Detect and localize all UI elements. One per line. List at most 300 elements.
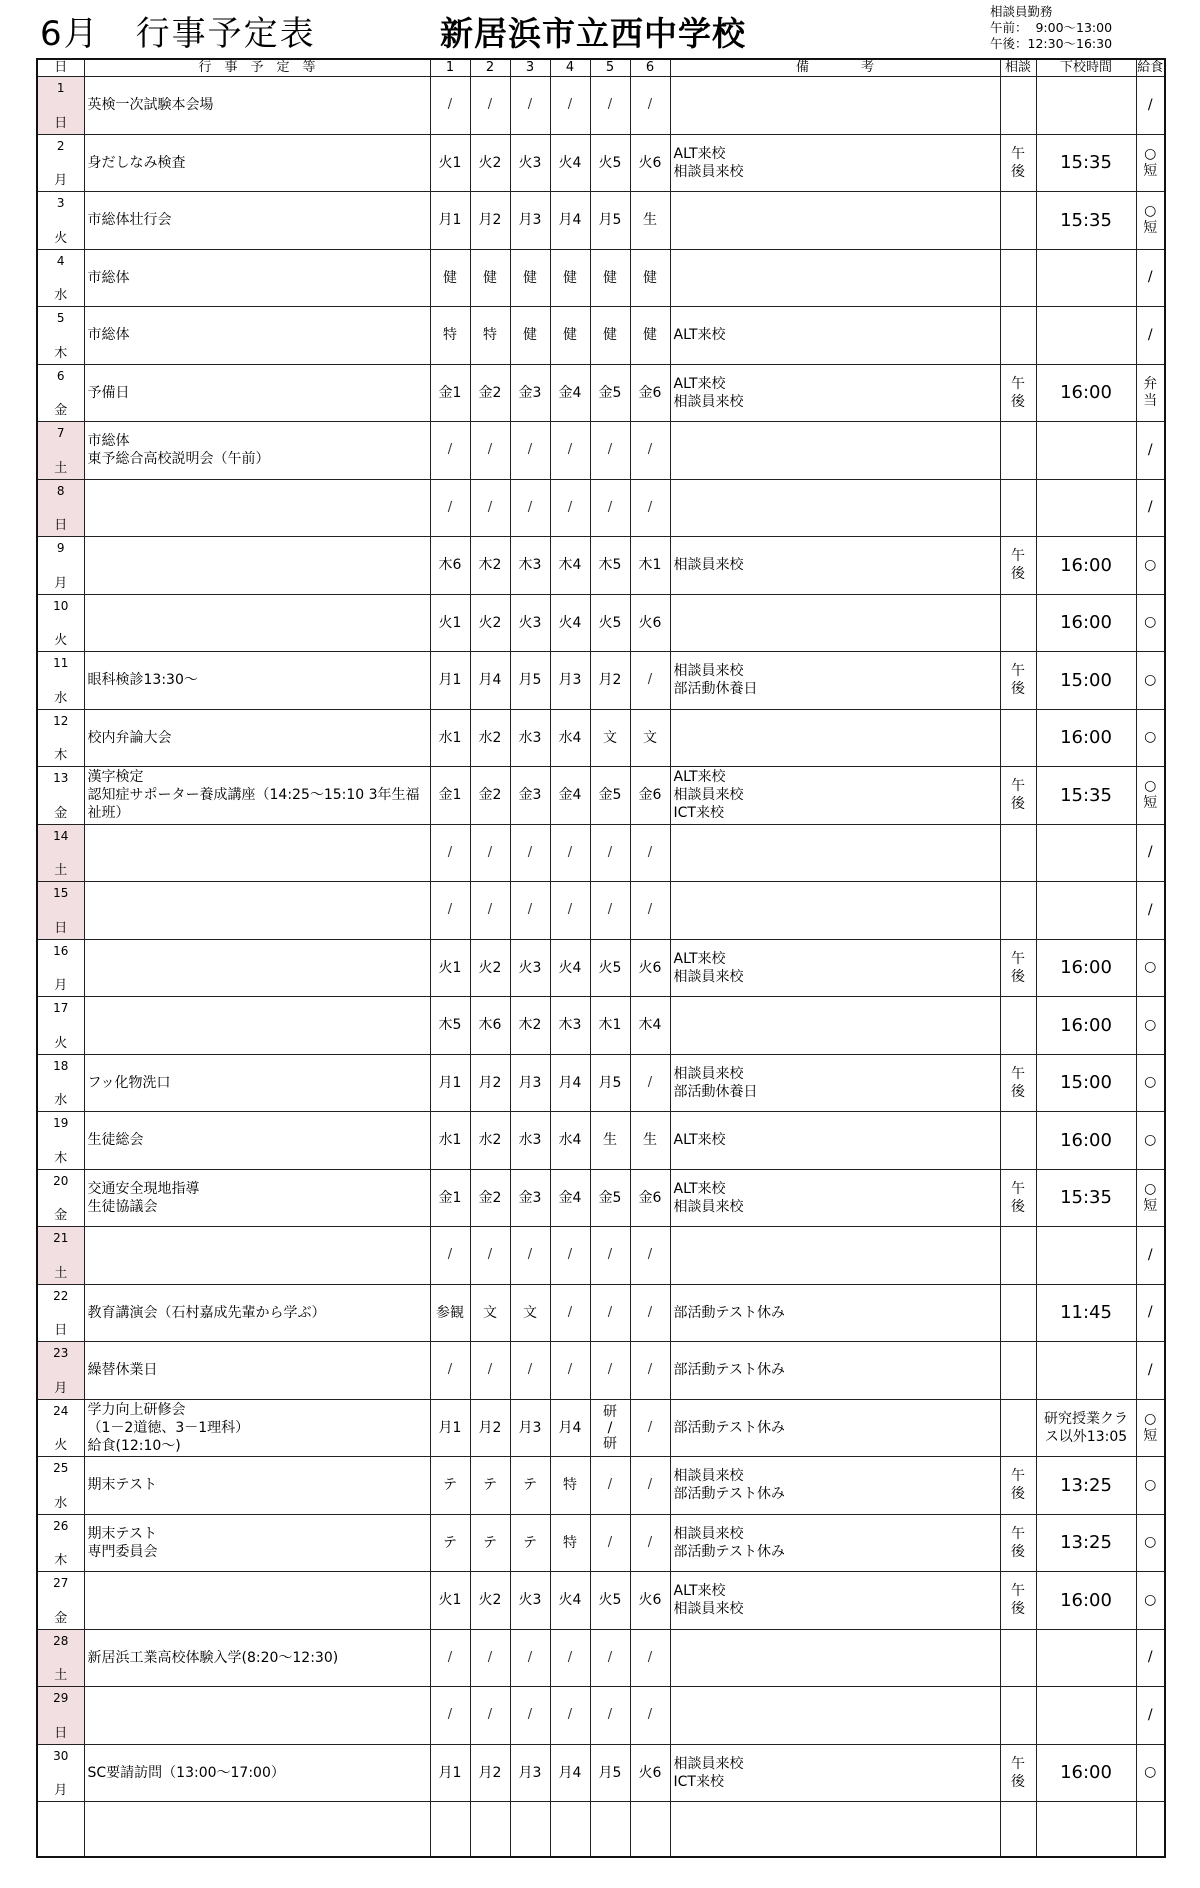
table-row (37, 1284, 1165, 1342)
weekday: 月 (54, 1783, 68, 1798)
blank-cell (470, 1802, 510, 1857)
col-day: 日 (37, 59, 84, 77)
lunch-cell: ○ (1136, 1744, 1165, 1802)
consult-cell: 午 後 (1000, 364, 1036, 422)
period-1-cell: 金1 (430, 1169, 470, 1227)
period-1-cell: 金1 (430, 767, 470, 825)
period-2-cell: 月2 (470, 192, 510, 250)
weekday: 日 (54, 115, 68, 131)
period-6-cell: / (630, 1457, 670, 1515)
consult-cell (1000, 882, 1036, 940)
table-row (37, 1572, 1165, 1630)
period-6-cell: 火6 (630, 594, 670, 652)
notes-cell: 部活動テスト休み (670, 1284, 1000, 1342)
dismissal-time-cell: 15:00 (1036, 652, 1136, 710)
period-1-cell: 参観 (430, 1284, 470, 1342)
day-number: 5 (56, 311, 65, 325)
day-number: 29 (53, 1691, 69, 1705)
day-number: 15 (53, 886, 69, 900)
event-cell (84, 479, 430, 537)
dismissal-time-cell: 16:00 (1036, 939, 1136, 997)
schedule-table (36, 58, 1166, 1858)
day-cell (37, 1744, 84, 1802)
event-cell: 市総体 (84, 249, 430, 307)
notes-cell (670, 422, 1000, 480)
table-row (37, 1457, 1165, 1515)
col-period-3: 3 (510, 59, 550, 77)
day-cell (37, 882, 84, 940)
event-cell: 市総体壮行会 (84, 192, 430, 250)
dismissal-time-cell: 15:35 (1036, 1169, 1136, 1227)
period-6-cell: / (630, 824, 670, 882)
counselor-hours (990, 4, 1112, 52)
period-1-cell: / (430, 479, 470, 537)
event-cell: 生徒総会 (84, 1112, 430, 1170)
lunch-cell: / (1136, 307, 1165, 365)
period-4-cell: 水4 (550, 709, 590, 767)
event-cell (84, 1687, 430, 1745)
period-1-cell: 特 (430, 307, 470, 365)
dismissal-time-cell: 11:45 (1036, 1284, 1136, 1342)
period-3-cell: / (510, 824, 550, 882)
weekday: 月 (54, 173, 68, 188)
day-cell (37, 594, 84, 652)
dismissal-time-cell (1036, 77, 1136, 135)
dismissal-time-cell: 16:00 (1036, 1112, 1136, 1170)
col-period-5: 5 (590, 59, 630, 77)
period-5-cell: / (590, 1457, 630, 1515)
weekday: 日 (54, 920, 68, 936)
day-number: 4 (56, 253, 65, 268)
period-6-cell: 火6 (630, 1744, 670, 1802)
day-cell (37, 249, 84, 307)
school-name: 新居浜市立西中学校 (440, 14, 746, 53)
period-1-cell: / (430, 422, 470, 480)
notes-cell: 相談員来校 ICT来校 (670, 1744, 1000, 1802)
period-3-cell: 金3 (510, 364, 550, 422)
period-1-cell: 火1 (430, 1572, 470, 1630)
day-number: 26 (53, 1518, 69, 1533)
period-2-cell: 水2 (470, 709, 510, 767)
period-4-cell: 金4 (550, 364, 590, 422)
event-cell: SC要請訪問（13:00～17:00） (84, 1744, 430, 1802)
weekday: 火 (54, 1035, 68, 1051)
period-6-cell: 健 (630, 249, 670, 307)
notes-cell (670, 997, 1000, 1055)
consult-cell (1000, 1399, 1036, 1457)
period-5-cell: 火5 (590, 1572, 630, 1630)
dismissal-time-cell: 15:35 (1036, 192, 1136, 250)
period-3-cell: 健 (510, 249, 550, 307)
event-cell: 期末テスト (84, 1457, 430, 1515)
weekday: 月 (54, 978, 68, 993)
period-2-cell: 火2 (470, 134, 510, 192)
consult-cell: 午 後 (1000, 1457, 1036, 1515)
dismissal-time-cell (1036, 479, 1136, 537)
period-5-cell: 月5 (590, 1054, 630, 1112)
consult-cell: 午 後 (1000, 1169, 1036, 1227)
day-number: 1 (56, 81, 65, 95)
period-4-cell: 健 (550, 249, 590, 307)
lunch-cell: ○ 短 (1136, 1399, 1165, 1457)
day-cell (37, 1457, 84, 1515)
dismissal-time-cell: 16:00 (1036, 997, 1136, 1055)
lunch-cell: ○ (1136, 594, 1165, 652)
period-3-cell: 木3 (510, 537, 550, 595)
weekday: 火 (54, 633, 68, 648)
table-row (37, 594, 1165, 652)
table-row (37, 767, 1165, 825)
table-row (37, 479, 1165, 537)
period-1-cell: / (430, 1629, 470, 1687)
period-4-cell: / (550, 77, 590, 135)
period-1-cell: / (430, 77, 470, 135)
event-cell: 市総体 (84, 307, 430, 365)
period-3-cell: / (510, 479, 550, 537)
period-5-cell: 火5 (590, 134, 630, 192)
event-cell: 学力向上研修会 （1－2道徳、3－1理科） 給食(12:10～) (84, 1399, 430, 1457)
event-cell (84, 997, 430, 1055)
period-4-cell: 月4 (550, 1744, 590, 1802)
period-2-cell: 火2 (470, 1572, 510, 1630)
day-number: 17 (53, 1001, 69, 1015)
period-4-cell: / (550, 1227, 590, 1285)
table-row (37, 1744, 1165, 1802)
blank-row (37, 1802, 1165, 1857)
period-4-cell: 特 (550, 1457, 590, 1515)
period-6-cell: 火6 (630, 1572, 670, 1630)
day-number: 16 (53, 943, 69, 958)
period-2-cell: / (470, 479, 510, 537)
period-3-cell: テ (510, 1514, 550, 1572)
weekday: 木 (54, 345, 68, 361)
period-6-cell: / (630, 1687, 670, 1745)
period-1-cell: 月1 (430, 652, 470, 710)
period-4-cell: / (550, 479, 590, 537)
period-4-cell: / (550, 1284, 590, 1342)
lunch-cell: / (1136, 1342, 1165, 1400)
consult-cell (1000, 307, 1036, 365)
lunch-cell: ○ 短 (1136, 1169, 1165, 1227)
period-6-cell: 金6 (630, 1169, 670, 1227)
period-2-cell: 特 (470, 307, 510, 365)
period-6-cell: / (630, 882, 670, 940)
weekday: 水 (54, 1495, 68, 1511)
weekday: 土 (54, 863, 68, 878)
notes-cell: 相談員来校 部活動テスト休み (670, 1514, 1000, 1572)
period-1-cell: 木6 (430, 537, 470, 595)
weekday: 日 (54, 518, 68, 533)
period-3-cell: 火3 (510, 134, 550, 192)
col-period-4: 4 (550, 59, 590, 77)
day-number: 23 (53, 1346, 69, 1360)
consult-cell: 午 後 (1000, 939, 1036, 997)
table-row (37, 1399, 1165, 1457)
period-3-cell: テ (510, 1457, 550, 1515)
dismissal-time-cell: 15:35 (1036, 134, 1136, 192)
period-3-cell: 健 (510, 307, 550, 365)
blank-cell (37, 1802, 84, 1857)
consult-cell: 午 後 (1000, 1054, 1036, 1112)
period-5-cell: / (590, 1687, 630, 1745)
notes-cell (670, 1629, 1000, 1687)
weekday: 金 (54, 805, 68, 821)
day-cell (37, 709, 84, 767)
day-number: 10 (53, 598, 69, 613)
day-cell (37, 364, 84, 422)
day-cell (37, 537, 84, 595)
weekday: 木 (54, 748, 68, 763)
consult-cell (1000, 824, 1036, 882)
day-cell (37, 192, 84, 250)
period-5-cell: 生 (590, 1112, 630, 1170)
period-6-cell: / (630, 77, 670, 135)
day-number: 22 (53, 1288, 69, 1303)
period-6-cell: / (630, 1284, 670, 1342)
period-3-cell: 月3 (510, 1054, 550, 1112)
lunch-cell: / (1136, 422, 1165, 480)
lunch-cell: / (1136, 824, 1165, 882)
event-cell: 新居浜工業高校体験入学(8:20～12:30) (84, 1629, 430, 1687)
table-row (37, 77, 1165, 135)
day-number: 24 (53, 1403, 69, 1418)
lunch-cell: / (1136, 882, 1165, 940)
event-cell (84, 882, 430, 940)
event-cell (84, 824, 430, 882)
col-period-6: 6 (630, 59, 670, 77)
period-5-cell: 研 / 研 (590, 1399, 630, 1457)
period-6-cell: / (630, 652, 670, 710)
period-4-cell: / (550, 422, 590, 480)
period-5-cell: 健 (590, 307, 630, 365)
period-6-cell: / (630, 1399, 670, 1457)
period-2-cell: テ (470, 1514, 510, 1572)
period-4-cell: 健 (550, 307, 590, 365)
weekday: 水 (54, 690, 68, 706)
period-3-cell: 水3 (510, 709, 550, 767)
page-title: 6月 行事予定表 (40, 14, 316, 54)
period-6-cell: 生 (630, 192, 670, 250)
blank-cell (550, 1802, 590, 1857)
day-cell (37, 1227, 84, 1285)
table-row (37, 1687, 1165, 1745)
weekday: 水 (54, 288, 68, 303)
consult-cell (1000, 77, 1036, 135)
period-3-cell: / (510, 1227, 550, 1285)
period-2-cell: 火2 (470, 939, 510, 997)
event-cell: 繰替休業日 (84, 1342, 430, 1400)
period-2-cell: 月4 (470, 652, 510, 710)
day-number: 21 (53, 1231, 69, 1245)
dismissal-time-cell: 16:00 (1036, 1572, 1136, 1630)
notes-cell (670, 709, 1000, 767)
period-6-cell: / (630, 1227, 670, 1285)
notes-cell: ALT来校 相談員来校 ICT来校 (670, 767, 1000, 825)
weekday: 金 (54, 1610, 68, 1626)
period-5-cell: 火5 (590, 594, 630, 652)
period-4-cell: / (550, 824, 590, 882)
period-3-cell: / (510, 1629, 550, 1687)
period-4-cell: 月4 (550, 192, 590, 250)
col-notes: 備 考 (670, 59, 1000, 77)
consult-cell (1000, 1227, 1036, 1285)
dismissal-time-cell: 13:25 (1036, 1457, 1136, 1515)
table-row (37, 1629, 1165, 1687)
consult-cell (1000, 192, 1036, 250)
period-3-cell: / (510, 882, 550, 940)
period-4-cell: 月4 (550, 1054, 590, 1112)
period-2-cell: / (470, 824, 510, 882)
period-5-cell: 文 (590, 709, 630, 767)
day-number: 13 (53, 771, 69, 785)
period-1-cell: 水1 (430, 1112, 470, 1170)
period-3-cell: 金3 (510, 767, 550, 825)
weekday: 木 (54, 1150, 68, 1166)
lunch-cell: / (1136, 77, 1165, 135)
col-period-1: 1 (430, 59, 470, 77)
period-5-cell: / (590, 77, 630, 135)
dismissal-time-cell (1036, 824, 1136, 882)
lunch-cell: ○ (1136, 939, 1165, 997)
table-row (37, 537, 1165, 595)
lunch-cell: / (1136, 1629, 1165, 1687)
table-row (37, 249, 1165, 307)
period-5-cell: / (590, 1284, 630, 1342)
period-2-cell: / (470, 1227, 510, 1285)
dismissal-time-cell (1036, 307, 1136, 365)
period-6-cell: 火6 (630, 939, 670, 997)
period-5-cell: 金5 (590, 1169, 630, 1227)
lunch-cell: ○ (1136, 709, 1165, 767)
lunch-cell: ○ (1136, 1457, 1165, 1515)
table-row (37, 134, 1165, 192)
period-2-cell: / (470, 1687, 510, 1745)
period-2-cell: 火2 (470, 594, 510, 652)
day-number: 28 (53, 1633, 69, 1648)
period-1-cell: / (430, 824, 470, 882)
consult-cell (1000, 709, 1036, 767)
notes-cell (670, 1687, 1000, 1745)
dismissal-time-cell: 16:00 (1036, 1744, 1136, 1802)
consult-cell: 午 後 (1000, 134, 1036, 192)
period-1-cell: / (430, 1687, 470, 1745)
period-4-cell: 月3 (550, 652, 590, 710)
event-cell: 教育講演会（石村嘉成先輩から学ぶ） (84, 1284, 430, 1342)
table-row (37, 882, 1165, 940)
period-5-cell: / (590, 479, 630, 537)
period-4-cell: 木4 (550, 537, 590, 595)
period-5-cell: 金5 (590, 767, 630, 825)
blank-cell (84, 1802, 430, 1857)
table-row (37, 422, 1165, 480)
period-6-cell: 金6 (630, 364, 670, 422)
event-cell: 予備日 (84, 364, 430, 422)
weekday: 日 (54, 1725, 68, 1741)
period-2-cell: / (470, 77, 510, 135)
period-4-cell: 水4 (550, 1112, 590, 1170)
consult-cell (1000, 1112, 1036, 1170)
lunch-cell: ○ (1136, 1112, 1165, 1170)
period-2-cell: 木6 (470, 997, 510, 1055)
day-number: 6 (56, 368, 65, 383)
dismissal-time-cell (1036, 1629, 1136, 1687)
table-row (37, 1169, 1165, 1227)
period-1-cell: 火1 (430, 939, 470, 997)
consult-cell: 午 後 (1000, 537, 1036, 595)
consult-cell (1000, 1342, 1036, 1400)
col-dismissal: 下校時間 (1036, 59, 1136, 77)
period-5-cell: / (590, 1514, 630, 1572)
period-4-cell: / (550, 882, 590, 940)
consult-cell: 午 後 (1000, 767, 1036, 825)
period-3-cell: 火3 (510, 594, 550, 652)
day-number: 20 (53, 1173, 69, 1188)
notes-cell: 部活動テスト休み (670, 1399, 1000, 1457)
blank-cell (1136, 1802, 1165, 1857)
period-5-cell: 健 (590, 249, 630, 307)
notes-cell: 相談員来校 (670, 537, 1000, 595)
lunch-cell: ○ (1136, 1514, 1165, 1572)
weekday: 月 (54, 1380, 68, 1396)
dismissal-time-cell (1036, 882, 1136, 940)
counselor-hours-am: 午前： 9:00～13:00 (990, 20, 1113, 35)
period-2-cell: / (470, 1342, 510, 1400)
lunch-cell: ○ 短 (1136, 134, 1165, 192)
day-number: 19 (53, 1116, 69, 1130)
day-cell (37, 1112, 84, 1170)
event-cell (84, 1227, 430, 1285)
table-row (37, 1227, 1165, 1285)
notes-cell (670, 824, 1000, 882)
period-2-cell: 木2 (470, 537, 510, 595)
notes-cell: ALT来校 相談員来校 (670, 134, 1000, 192)
dismissal-time-cell: 15:00 (1036, 1054, 1136, 1112)
col-consult: 相談 (1000, 59, 1036, 77)
day-cell (37, 1629, 84, 1687)
period-5-cell: 火5 (590, 939, 630, 997)
period-2-cell: テ (470, 1457, 510, 1515)
day-cell (37, 422, 84, 480)
notes-cell: ALT来校 (670, 307, 1000, 365)
period-4-cell: / (550, 1687, 590, 1745)
period-3-cell: 文 (510, 1284, 550, 1342)
day-number: 8 (56, 483, 65, 498)
period-2-cell: / (470, 882, 510, 940)
lunch-cell: ○ (1136, 997, 1165, 1055)
table-row (37, 1342, 1165, 1400)
period-1-cell: / (430, 882, 470, 940)
period-6-cell: / (630, 1342, 670, 1400)
period-2-cell: 健 (470, 249, 510, 307)
weekday: 月 (54, 575, 68, 591)
day-cell (37, 939, 84, 997)
period-4-cell: 金4 (550, 767, 590, 825)
event-cell: フッ化物洗口 (84, 1054, 430, 1112)
table-row (37, 997, 1165, 1055)
notes-cell (670, 249, 1000, 307)
dismissal-time-cell (1036, 1227, 1136, 1285)
period-3-cell: 木2 (510, 997, 550, 1055)
day-number: 30 (53, 1748, 69, 1763)
period-6-cell: 木1 (630, 537, 670, 595)
period-1-cell: / (430, 1227, 470, 1285)
consult-cell: 午 後 (1000, 1572, 1036, 1630)
period-3-cell: 金3 (510, 1169, 550, 1227)
period-1-cell: 火1 (430, 594, 470, 652)
lunch-cell: / (1136, 479, 1165, 537)
period-6-cell: 木4 (630, 997, 670, 1055)
blank-cell (1000, 1802, 1036, 1857)
